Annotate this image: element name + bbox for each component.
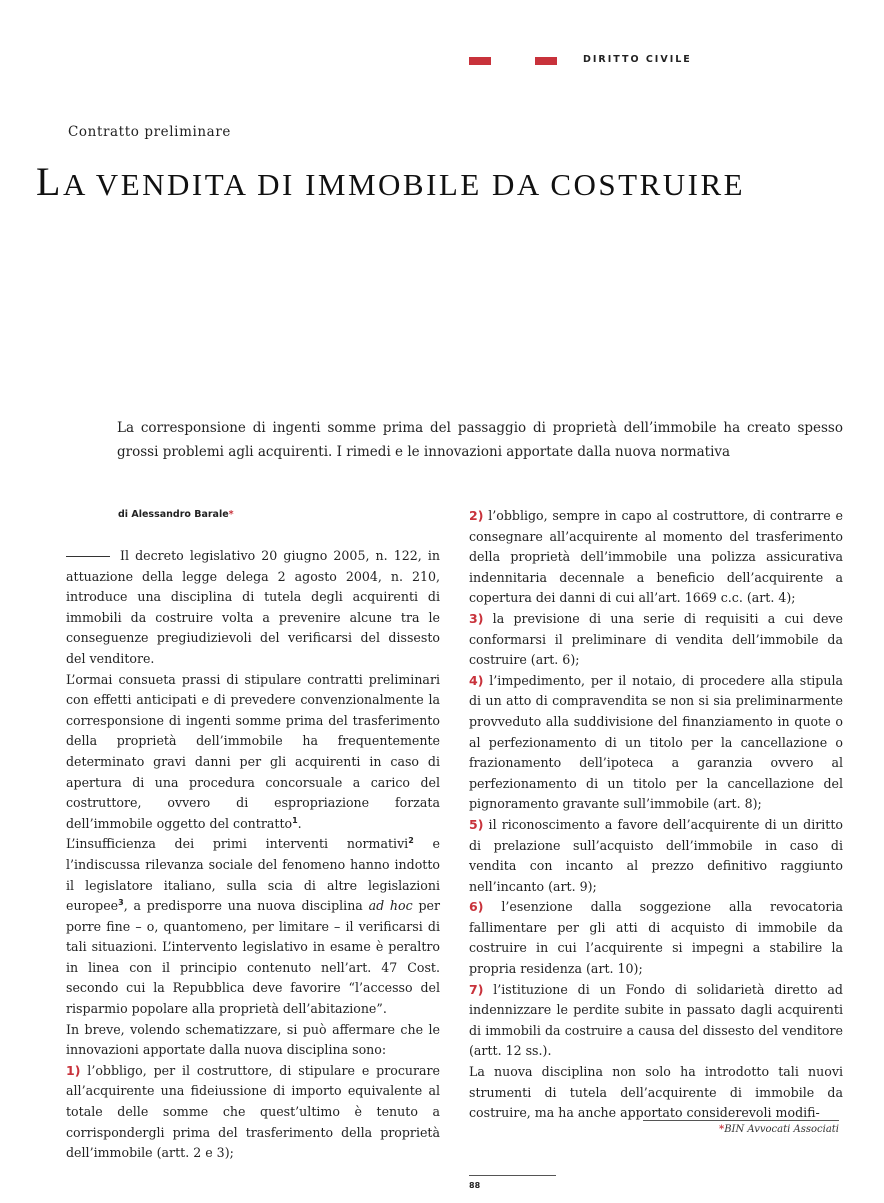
title-rest: A VENDITA DI IMMOBILE DA COSTRUIRE [62,167,746,202]
paragraph-text: La nuova disciplina non solo ha introdotto tali nuovi strumenti di tutela dell’acquirente di immobile da costruire, ma ha anche apportato considerevoli modifi- [469,1064,843,1121]
paragraph-text: Il decreto legislativo 20 giugno 2005, n. 122, in attuazione della legge delega 2 agosto 2004, n. 210, introduce una disciplina di tutela degli acquirenti di immobili da costruire volta a prevenire alcune tra le conseguenze pregiudizievoli del verificarsi del dissesto del venditore. [66,548,440,666]
item-number: 3) [469,610,484,626]
item-number: 7) [469,981,484,997]
paragraph-text: L’ormai consueta prassi di stipulare contratti preliminari con effetti anticipati e di prevedere convenzionalmente la corresponsione di ingenti somme prima del trasferimento della proprietà dell’immobile ha frequentemente determinato gravi danni per gli acquirenti in caso di apertura di una procedura concorsuale a carico del costruttore, ovvero di espropriazione forzata dell’immobile oggetto del contratto [66,671,440,831]
list-item [469,671,843,815]
paragraph [66,546,440,670]
paragraph-text: e l’indiscussa rilevanza sociale del fenomeno hanno indotto il legislatore italiano, sulla scia di altre legislazioni europee [66,836,440,914]
item-text: l’istituzione di un Fondo di solidarietà diretto ad indennizzare le perdite subite in passato dagli acquirenti di immobili da costruire a causa del dissesto del venditore (artt. 12 ss.). [469,981,843,1059]
section-label: DIRITTO CIVILE [583,54,692,65]
item-number: 6) [469,899,484,915]
item-text: la previsione di una serie di requisiti a cui deve conformarsi il preliminare di vendita dell’immobile da costruire (art. 6); [469,610,843,668]
list-item [469,609,843,671]
item-text: l’impedimento, per il notaio, di procedere alla stipula di un atto di compravendita se non si sia preliminarmente provveduto alla suddivisione del finanziamento in quote o al perfezionamento di un titolo per la cancellazione o frazionamento dell’ipoteca a garanzia ovvero al perfezionamento di un titolo per la cancellazione del pignoramento gravante sull’immobile (art. 8); [469,672,843,812]
list-item [469,897,843,979]
item-text: l’obbligo, per il costruttore, di stipulare e procurare all’acquirente una fideiussione di importo equivalente al totale delle somme che quest’ultimo è tenuto a corrispondergli prima del trasferimento della proprietà dell’immobile (artt. 2 e 3); [66,1062,440,1161]
kicker: Contratto preliminare [68,124,231,140]
item-number: 1) [66,1062,81,1078]
paragraph [66,1020,440,1061]
item-text: l’obbligo, sempre in capo al costruttore, di contrarre e consegnare all’acquirente al momento del trasferimento della proprietà dell’immobile una polizza assicurativa indennitaria decennale a beneficio dell’acquirente a copertura dei danni di cui all’art. 1669 c.c. (art. 4); [469,508,843,606]
item-text: il riconoscimento a favore dell’acquirente di un diritto di prelazione sull’acquisto dell’immobile in caso di vendita con incanto al prezzo definitivo raggiunto nell’incanto (art. 9); [469,816,843,894]
footnote-divider [643,1120,839,1121]
list-item [66,1061,440,1164]
item-number: 4) [469,672,484,688]
paragraph [66,834,440,1019]
footnote-marker: * [718,1124,725,1135]
page-number-divider [469,1175,556,1176]
list-item [469,980,843,1062]
footnote-ref: 2 [408,836,414,846]
byline [118,509,234,520]
paragraph-text: L’insufficienza dei primi interventi normativi [66,836,409,852]
item-text: l’esenzione dalla soggezione alla revocatoria fallimentare per gli atti di acquisto di immobile da costruire in cui l’acquirente si impegni a stabilire la propria residenza (art. 10); [469,899,843,977]
list-item [469,506,843,609]
item-number: 5) [469,816,484,832]
item-number: 2) [469,508,484,523]
byline-author: di Alessandro Barale [118,509,229,520]
body-column-left [66,546,440,1164]
paragraph-text: per porre fine – o, quantomeno, per limitare – il verificarsi di tali situazioni. L’intervento legislativo in esame è peraltro in linea con il principio contenuto nell’art. 47 Cost. secondo cui la Repubblica deve favorire “l’accesso del risparmio popolare alla proprietà dell’abitazione”. [66,898,440,1017]
paragraph [469,1062,843,1124]
footnote-text: BIN Avvocati Associati [724,1124,839,1135]
paragraph-text: , a predisporre una nuova disciplina [123,898,369,914]
page-number: 88 [469,1181,481,1190]
paragraph-text: In breve, volendo schematizzare, si può affermare che le innovazioni apportate dalla nuova disciplina sono: [66,1021,440,1058]
body-column-right [469,506,843,1124]
footnote-ref: 1 [292,815,298,825]
byline-marker: * [228,509,234,520]
list-item [469,815,843,897]
paragraph: L’ormai consueta prassi di stipulare contratti preliminari con effetti anticipati e di prevedere convenzionalmente la corresponsione di ingenti somme prima del trasferimento della proprietà dell’immobile ha frequentemente determinato gravi danni per gli acquirenti in caso di apertura di una procedura concorsuale a carico del costruttore, ovvero di espropriazione forzata dell’immobile oggetto del contratto$^1$. [66,671,440,831]
red-marker-right [535,57,557,65]
emphasis: ad hoc [368,898,413,914]
title-initial: L [36,159,63,204]
article-lede: La corresponsione di ingenti somme prima del passaggio di proprietà dell’immobile ha creato spesso grossi problemi agli acquirenti. I rimedi e le innovazioni apportate dalla nuova normativa [117,420,843,460]
article-title [36,158,836,209]
opening-dash [66,556,110,557]
footnote [643,1124,839,1135]
red-marker-left [469,57,491,65]
footnote-ref: 3 [118,897,124,907]
